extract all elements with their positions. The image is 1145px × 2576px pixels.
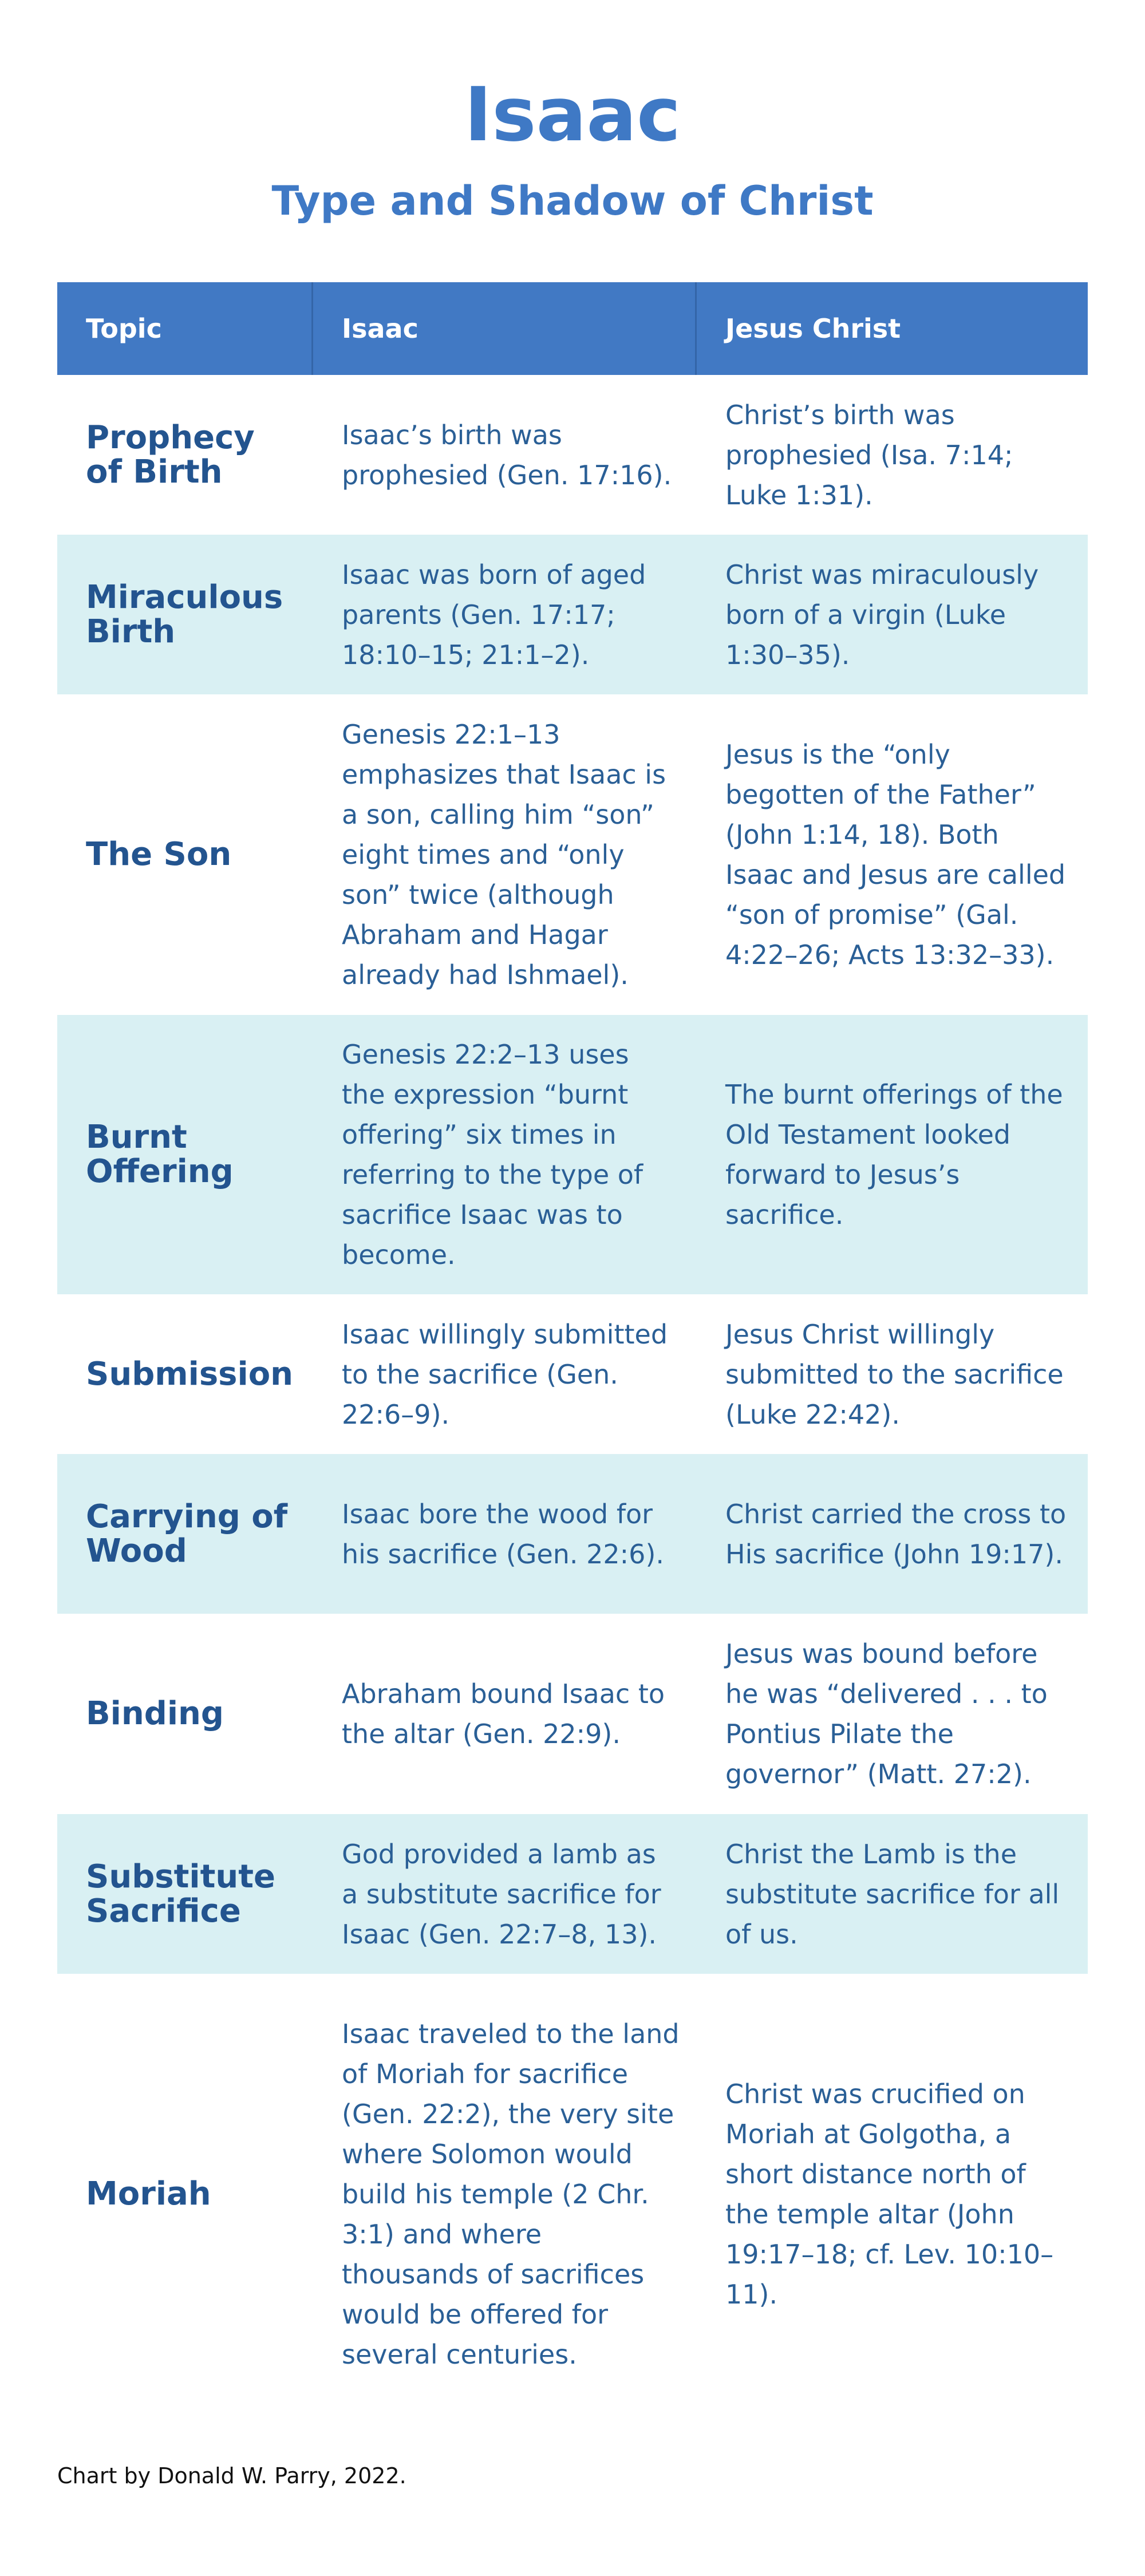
- table-row: [57, 1015, 1088, 1294]
- christ-cell: Christ’s birth was prophesied (Isa. 7:14; Luke 1:31).: [725, 399, 1013, 511]
- isaac-cell: Abraham bound Isaac to the altar (Gen. 22:9).: [342, 1678, 665, 1749]
- topic-cell: Submission: [86, 1355, 294, 1393]
- page-title: Isaac: [464, 71, 681, 158]
- page-subtitle: Type and Shadow of Christ: [271, 177, 874, 224]
- topic-cell: Prophecy of Birth: [86, 418, 255, 491]
- header-jesus-christ: Jesus Christ: [725, 313, 901, 344]
- christ-cell: Christ was crucified on Moriah at Golgotha, a short distance north of the temple altar (John 19:17–18; cf. Lev. 10:10–11).: [725, 2079, 1054, 2310]
- christ-cell: The burnt offerings of the Old Testament looked forward to Jesus’s sacrifice.: [725, 1079, 1063, 1230]
- isaac-cell: Isaac’s birth was prophesied (Gen. 17:16).: [342, 419, 672, 491]
- table-header-row: [57, 282, 1088, 375]
- isaac-cell: Genesis 22:2–13 uses the expression “burnt offering” six times in referring to the type of sacrifice Isaac was to become.: [342, 1039, 643, 1270]
- table-row: [57, 1614, 1088, 1814]
- topic-cell: Burnt Offering: [86, 1119, 234, 1190]
- isaac-cell: Isaac bore the wood for his sacrifice (Gen. 22:6).: [342, 1498, 665, 1570]
- table-row: [57, 694, 1088, 1015]
- chart-credit: Chart by Donald W. Parry, 2022.: [57, 2463, 406, 2488]
- topic-cell: Substitute Sacrifice: [86, 1858, 275, 1930]
- topic-cell: Binding: [86, 1695, 224, 1732]
- christ-cell: Christ carried the cross to His sacrifice (John 19:17).: [725, 1498, 1067, 1570]
- table-row: [57, 1294, 1088, 1454]
- isaac-cell: Isaac traveled to the land of Moriah for sacrifice (Gen. 22:2), the very site where Solomon would build his temple (2 Chr. 3:1) and where thousands of sacrifices would be offered for several centuries.: [342, 2018, 680, 2370]
- isaac-cell: God provided a lamb as a substitute sacrifice for Isaac (Gen. 22:7–8, 13).: [342, 1838, 661, 1950]
- christ-cell: Jesus Christ willingly submitted to the sacrifice (Luke 22:42).: [725, 1318, 1064, 1430]
- isaac-cell: Genesis 22:1–13 emphasizes that Isaac is a son, calling him “son” eight times and “only son” twice (although Abraham and Hagar already had Ishmael).: [342, 719, 666, 990]
- table-row: [57, 1814, 1088, 1974]
- isaac-cell: Isaac was born of aged parents (Gen. 17:17; 18:10–15; 21:1–2).: [342, 559, 646, 670]
- header-isaac: Isaac: [313, 282, 697, 375]
- topic-cell: The Son: [86, 836, 232, 873]
- table-row: [57, 1454, 1088, 1614]
- table-row: [57, 1974, 1088, 2415]
- comparison-table: [57, 282, 1088, 2415]
- header-topic: Topic: [57, 282, 313, 375]
- christ-cell: Jesus was bound before he was “delivered . . . to Pontius Pilate the governor” (Matt. 27:2).: [725, 1638, 1048, 1789]
- topic-cell: Moriah: [86, 2175, 211, 2212]
- table-row: [57, 375, 1088, 535]
- christ-cell: Jesus is the “only begotten of the Father” (John 1:14, 18). Both Isaac and Jesus are called “son of promise” (Gal. 4:22–26; Acts 13:32–33).: [725, 739, 1066, 970]
- christ-cell: Christ was miraculously born of a virgin (Luke 1:30–35).: [725, 559, 1039, 670]
- table-row: [57, 535, 1088, 694]
- isaac-cell: Isaac willingly submitted to the sacrifice (Gen. 22:6–9).: [342, 1318, 668, 1430]
- christ-cell: Christ the Lamb is the substitute sacrifice for all of us.: [725, 1838, 1060, 1950]
- topic-cell: Carrying of Wood: [86, 1498, 288, 1570]
- topic-cell: Miraculous Birth: [86, 578, 283, 650]
